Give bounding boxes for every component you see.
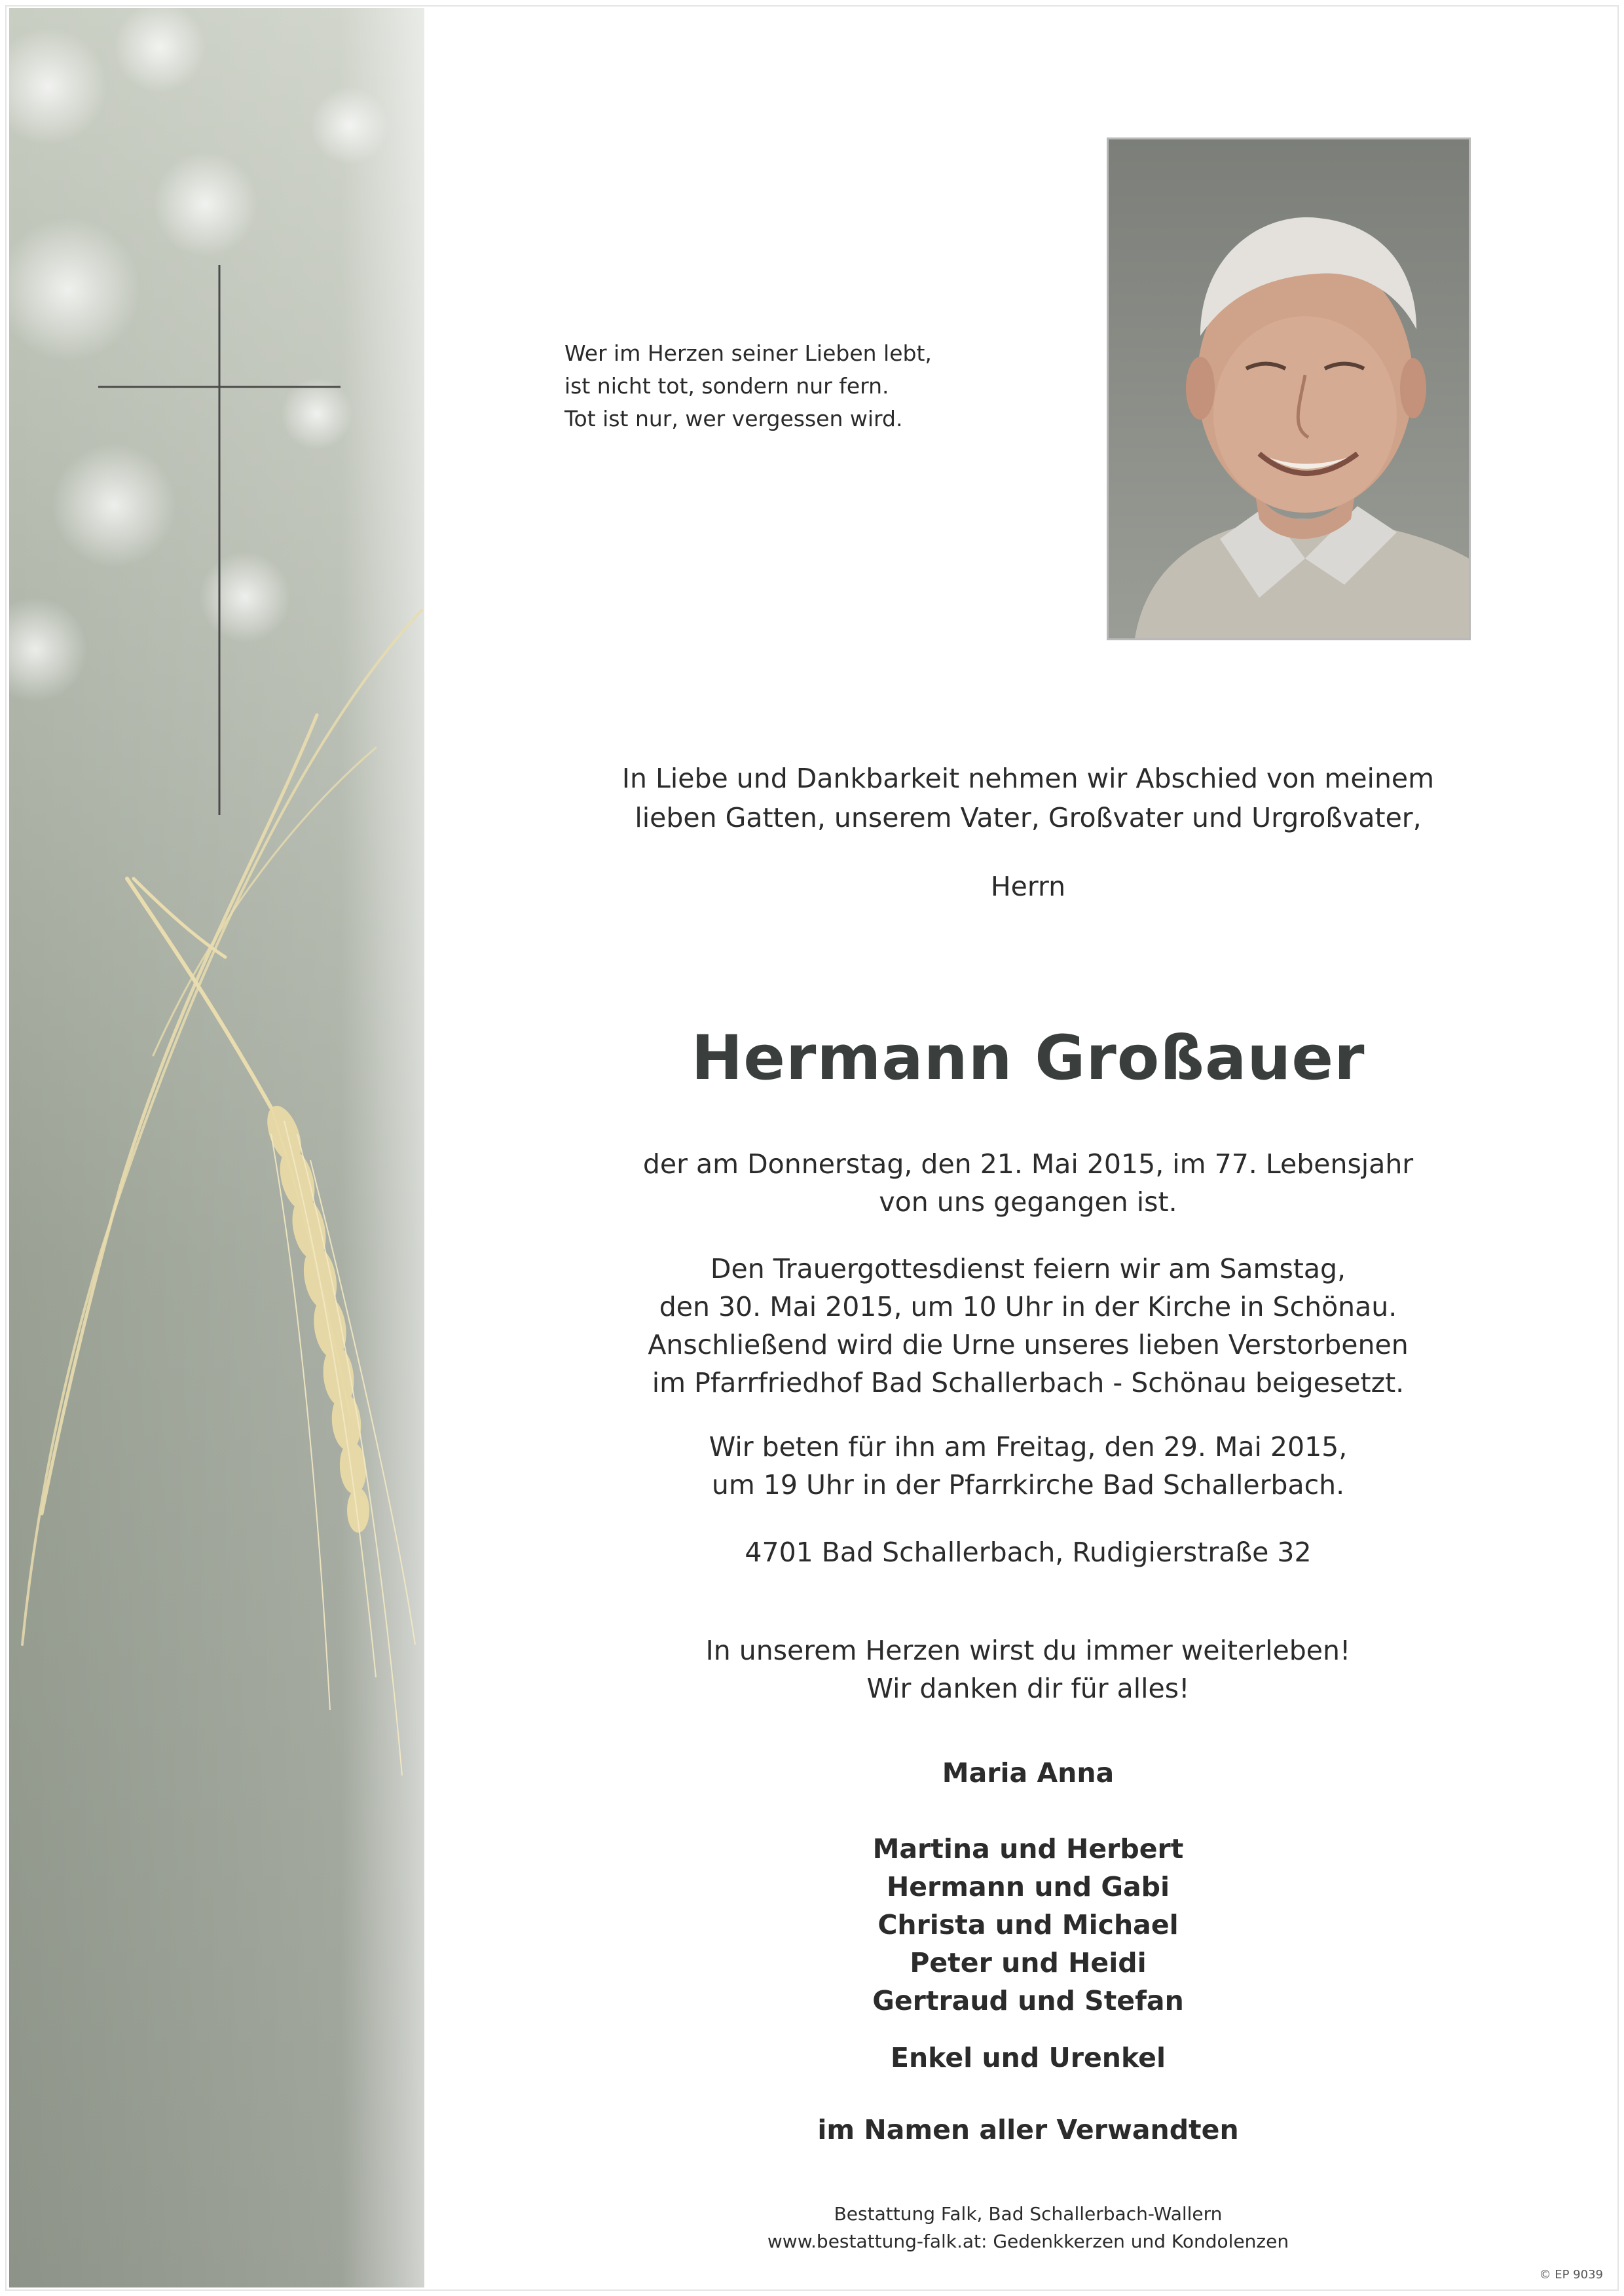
death-notice-line: der am Donnerstag, den 21. Mai 2015, im 77. Lebensjahr [642,1148,1414,1180]
prayer-info [471,1428,1585,1504]
quote-line: Tot ist nur, wer vergessen wird. [564,406,903,431]
copyright-mark: © EP 9039 [1539,2268,1603,2282]
mourner-child: Gertraud und Stefan [872,1985,1184,2016]
service-line: Anschließend wird die Urne unseres lieben Verstorbenen [648,1329,1409,1360]
funeral-service-info [471,1250,1585,1402]
farewell-line: Wir danken dir für alles! [866,1673,1190,1704]
death-notice [471,1145,1585,1221]
service-line: im Pfarrfriedhof Bad Schallerbach - Schönau beigesetzt. [652,1367,1405,1398]
mourner-child: Peter und Heidi [910,1947,1147,1978]
prayer-line: um 19 Uhr in der Pfarrkirche Bad Schallerbach. [711,1469,1345,1501]
family-address: 4701 Bad Schallerbach, Rudigierstraße 32 [745,1537,1312,1568]
farewell-message [471,1631,1585,1707]
cross-icon [98,265,341,815]
quote-line: Wer im Herzen seiner Lieben lebt, [564,340,932,366]
footer-line: Bestattung Falk, Bad Schallerbach-Wallern [834,2203,1223,2225]
memorial-quote [564,337,1036,435]
footer-line: www.bestattung-falk.at: Gedenkkerzen und Kondolenzen [767,2231,1289,2252]
mourner-relatives: im Namen aller Verwandten [817,2114,1239,2145]
farewell-line: In unserem Herzen wirst du immer weiterleben! [705,1635,1351,1666]
death-notice-line: von uns gegangen ist. [879,1186,1177,1218]
intro-line: lieben Gatten, unserem Vater, Großvater und Urgroßvater, [635,802,1422,833]
intro-text [471,759,1585,837]
service-line: den 30. Mai 2015, um 10 Uhr in der Kirche in Schönau. [659,1291,1397,1322]
salutation: Herrn [990,871,1066,902]
mourner-child: Martina und Herbert [872,1833,1184,1865]
mourner-child: Christa und Michael [877,1909,1179,1941]
mourner-grandchildren: Enkel und Urenkel [890,2042,1166,2073]
mourner-widow: Maria Anna [942,1757,1115,1789]
quote-line: ist nicht tot, sondern nur fern. [564,373,889,399]
service-line: Den Trauergottesdienst feiern wir am Samstag, [710,1253,1346,1285]
deceased-name: Hermann Großauer [691,1023,1365,1094]
mourner-child: Hermann und Gabi [886,1871,1170,1903]
prayer-line: Wir beten für ihn am Freitag, den 29. Mai 2015, [709,1431,1348,1463]
undertaker-footer [471,2200,1585,2255]
intro-line: In Liebe und Dankbarkeit nehmen wir Abschied von meinem [621,763,1435,794]
portrait-photo [1107,137,1471,640]
mourner-children [471,1830,1585,2020]
